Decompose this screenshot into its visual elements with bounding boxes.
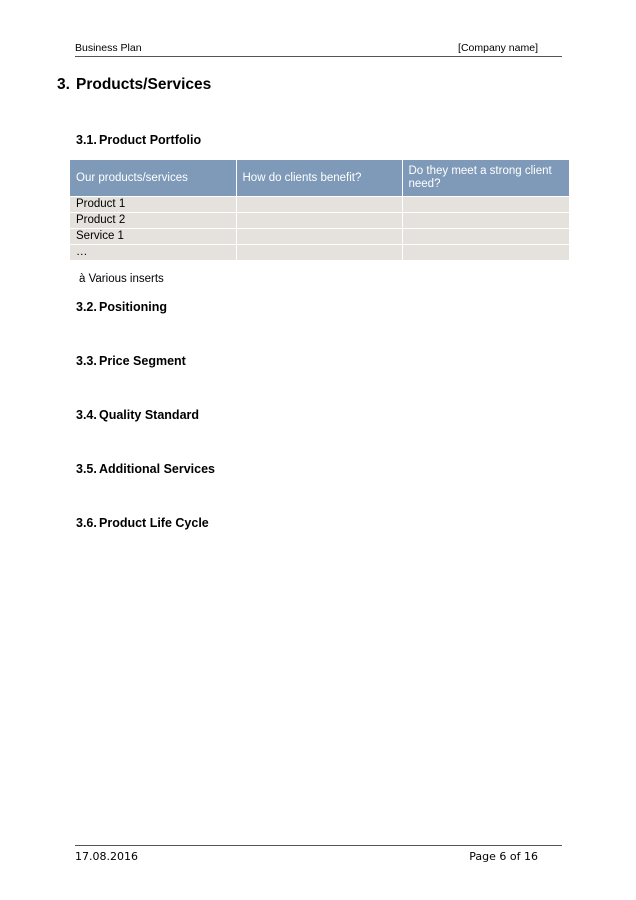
table-cell: [402, 197, 569, 213]
section-number: 3.: [57, 76, 70, 93]
table-cell: Service 1: [70, 229, 236, 245]
footer-page-number: Page 6 of 16: [469, 850, 538, 863]
table-cell: [236, 197, 402, 213]
table-cell: [402, 245, 569, 261]
column-header: How do clients benefit?: [236, 160, 402, 197]
footer-date: 17.08.2016: [75, 850, 138, 863]
table-cell: …: [70, 245, 236, 261]
table-row: [70, 197, 569, 213]
table-cell: Product 1: [70, 197, 236, 213]
subsection-heading-portfolio: [76, 133, 201, 147]
inserts-note: à Various inserts: [79, 273, 164, 285]
page-header: [75, 42, 562, 57]
column-header: Do they meet a strong client need?: [402, 160, 569, 197]
section-title: Products/Services: [76, 76, 212, 93]
table-cell: [402, 229, 569, 245]
table-header-row: [70, 160, 569, 197]
column-header: Our products/services: [70, 160, 236, 197]
subsection-heading-positioning: [76, 300, 167, 314]
portfolio-table: [70, 160, 569, 260]
subsection-number: 3.1.: [76, 133, 97, 147]
table-row: [70, 213, 569, 229]
header-company: [Company name]: [458, 42, 538, 54]
section-heading: [57, 76, 211, 94]
subsection-title: Additional Services: [99, 462, 216, 476]
header-title: Business Plan: [75, 42, 142, 54]
table-cell: [236, 245, 402, 261]
subsection-heading-additional-services: [76, 462, 215, 476]
subsection-title: Positioning: [99, 300, 168, 314]
table-row: [70, 229, 569, 245]
page-footer: [75, 845, 562, 863]
table-cell: [236, 229, 402, 245]
subsection-heading-quality-standard: [76, 408, 199, 422]
subsection-title: Price Segment: [99, 354, 186, 368]
subsection-heading-price-segment: [76, 354, 186, 368]
subsection-number: 3.2.: [76, 300, 97, 314]
subsection-title: Product Portfolio: [99, 133, 202, 147]
subsection-heading-product-life-cycle: [76, 516, 209, 530]
subsection-title: Quality Standard: [99, 408, 200, 422]
subsection-number: 3.3.: [76, 354, 97, 368]
subsection-number: 3.6.: [76, 516, 97, 530]
table-row: [70, 245, 569, 261]
table-cell: [236, 213, 402, 229]
subsection-number: 3.4.: [76, 408, 97, 422]
subsection-number: 3.5.: [76, 462, 97, 476]
table-cell: [402, 213, 569, 229]
subsection-title: Product Life Cycle: [99, 516, 209, 530]
table-cell: Product 2: [70, 213, 236, 229]
